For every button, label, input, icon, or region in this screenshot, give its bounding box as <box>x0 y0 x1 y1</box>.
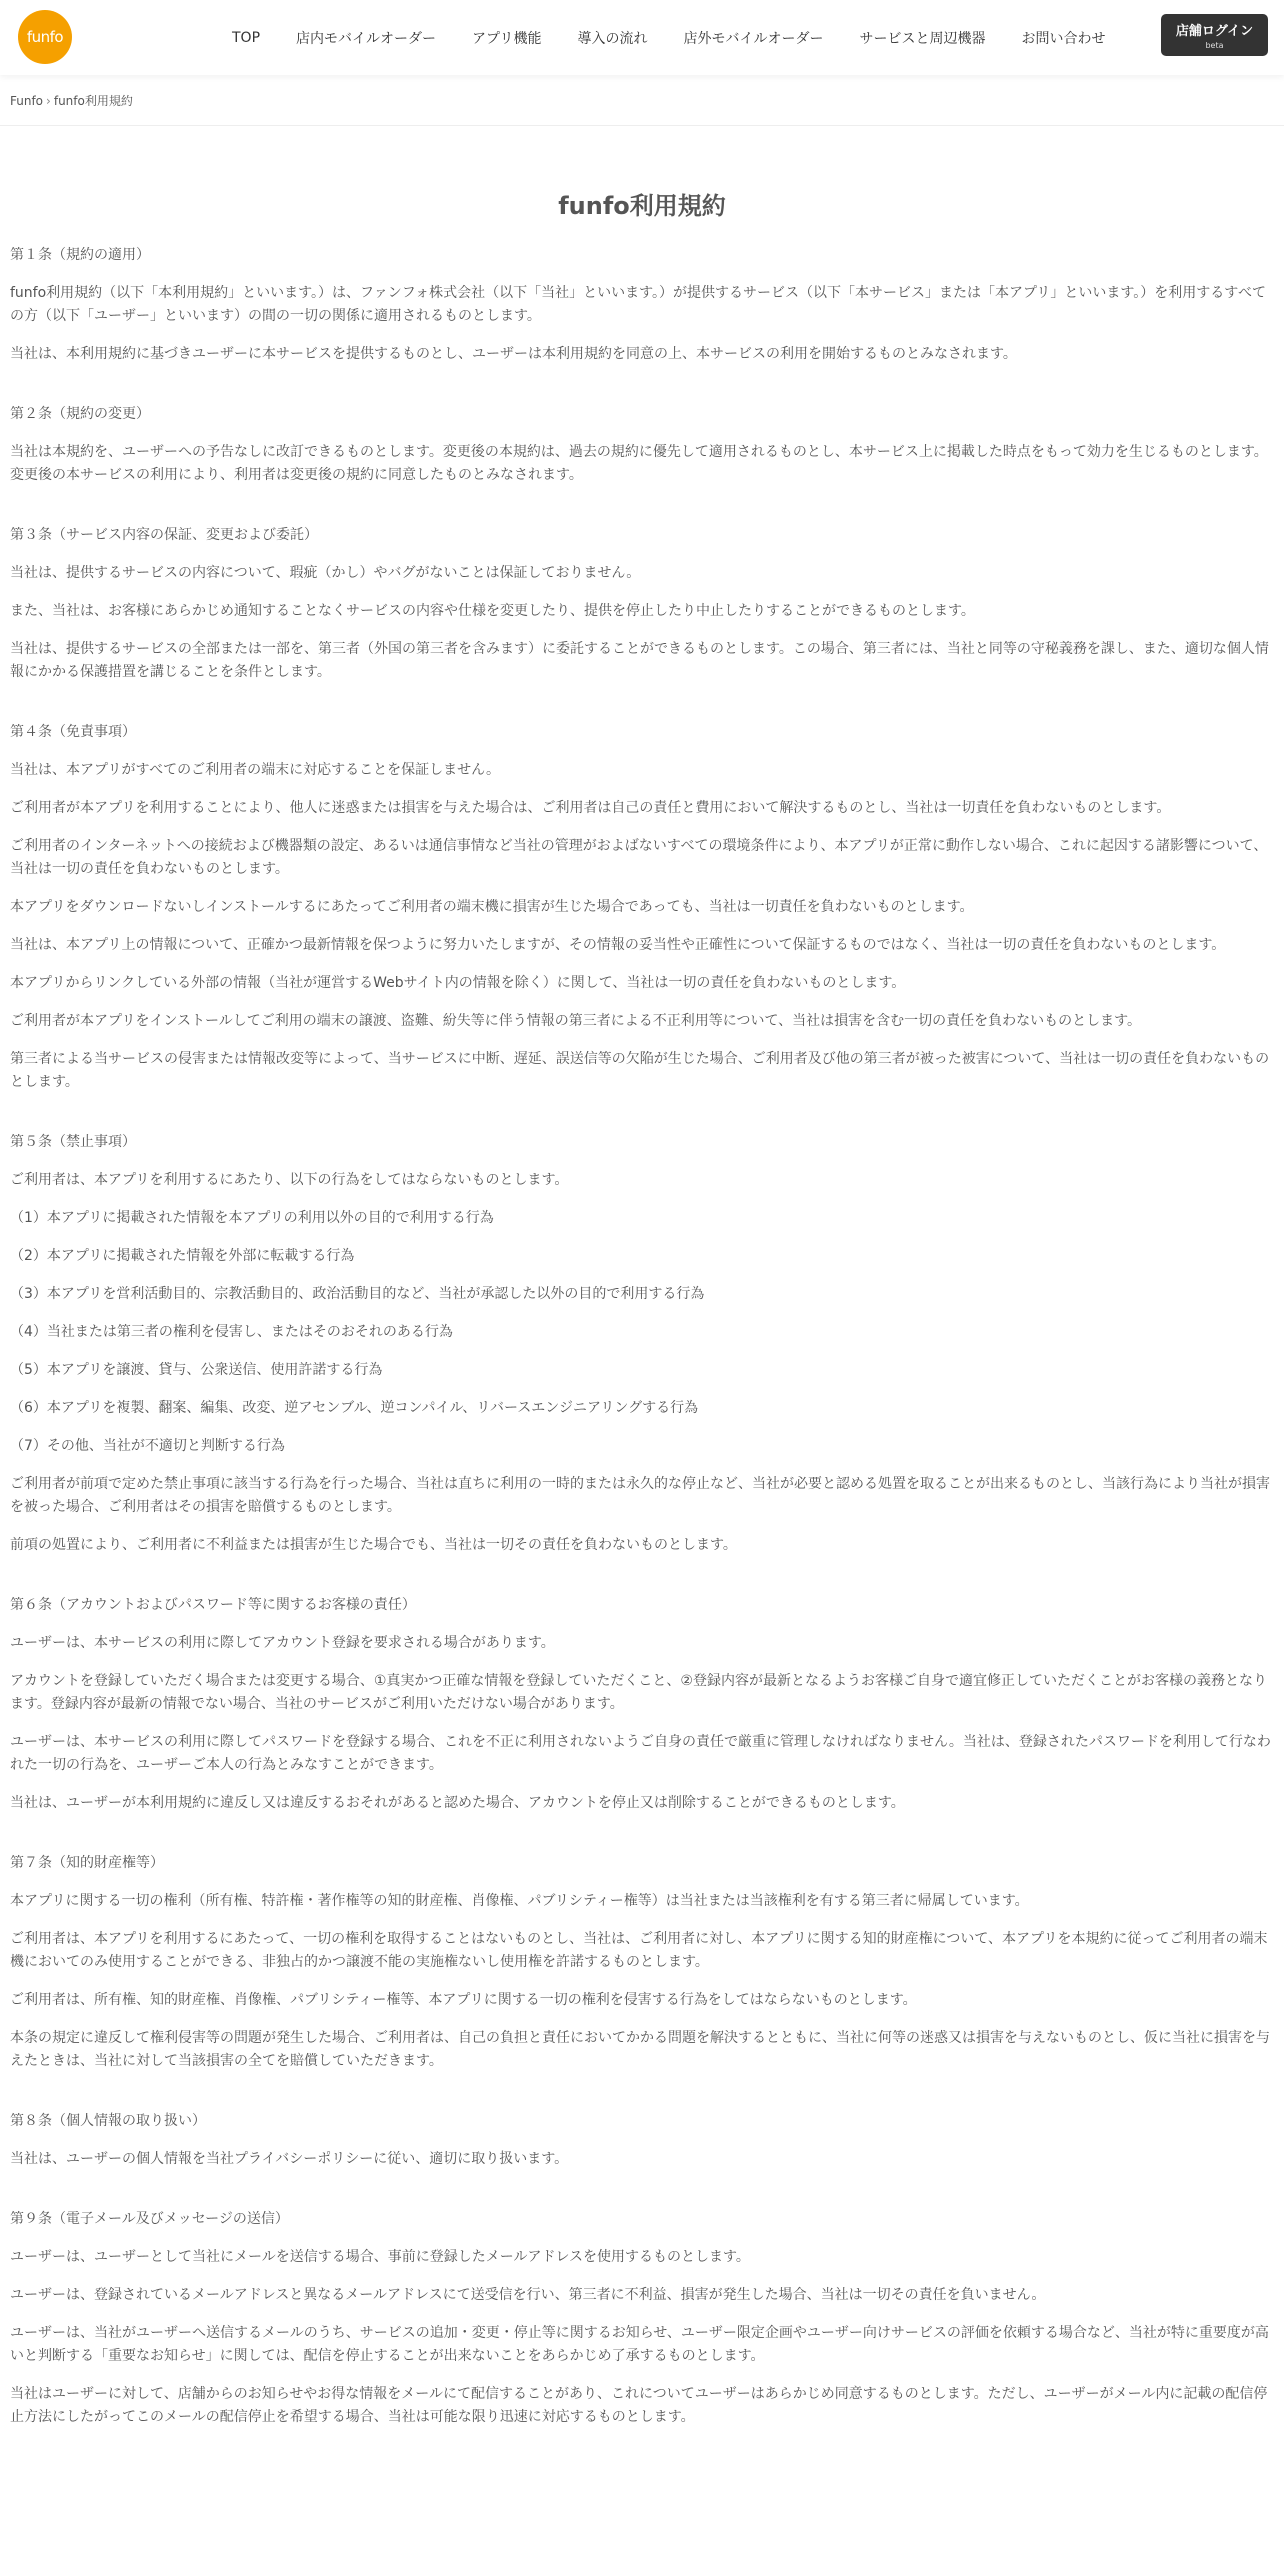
section-paragraph: 当社は、本利用規約に基づきユーザーに本サービスを提供するものとし、ユーザーは本利用規約を同意の上、本サービスの利用を開始するものとみなされます。 <box>10 346 1017 362</box>
section-title: 第４条（免責事項） <box>10 724 136 740</box>
store-login-button[interactable] <box>1161 14 1268 56</box>
section-paragraph: ご利用者は、所有権、知的財産権、肖像権、パブリシティー権等、本アプリに関する一切の権利を侵害する行為をしてはならないものとします。 <box>10 1992 917 2008</box>
nav-introduction-flow[interactable]: 導入の流れ <box>577 30 648 47</box>
section-paragraph: （6）本アプリを複製、翻案、編集、改変、逆アセンブル、逆コンパイル、リバースエンジニアリングする行為 <box>10 1400 699 1416</box>
section-paragraph: （7）その他、当社が不適切と判断する行為 <box>10 1438 285 1454</box>
section-paragraph: （5）本アプリを譲渡、貸与、公衆送信、使用許諾する行為 <box>10 1362 383 1378</box>
breadcrumb-home-link[interactable]: Funfo <box>10 94 44 108</box>
section-title: 第７条（知的財産権等） <box>10 1855 164 1871</box>
section-paragraph: 当社は、ユーザーが本利用規約に違反し又は違反するおそれがあると認めた場合、アカウントを停止又は削除することができるものとします。 <box>10 1795 905 1811</box>
terms-section-5 <box>10 1131 1272 1557</box>
section-paragraph: ご利用者が本アプリを利用することにより、他人に迷惑または損害を与えた場合は、ご利用者は自己の責任と費用において解決するものとし、当社は一切責任を負わないものとします。 <box>10 800 1171 816</box>
section-paragraph: 前項の処置により、ご利用者に不利益または損害が生じた場合でも、当社は一切その責任を負わないものとします。 <box>10 1537 737 1553</box>
section-title: 第６条（アカウントおよびパスワード等に関するお客様の責任） <box>10 1597 416 1613</box>
section-title: 第３条（サービス内容の保証、変更および委託） <box>10 527 318 543</box>
section-paragraph: 本条の規定に違反して権利侵害等の問題が発生した場合、ご利用者は、自己の負担と責任においてかかる問題を解決するとともに、当社に何等の迷惑又は損害を与えないものとし、仮に当社に損害を与えたときは、当社に対して当該損害の全てを賠償していただきます。 <box>10 2030 1270 2069</box>
terms-section-4 <box>10 721 1272 1094</box>
section-paragraph: ユーザーは、登録されているメールアドレスと異なるメールアドレスにて送受信を行い、第三者に不利益、損害が発生した場合、当社は一切その責任を負いません。 <box>10 2287 1046 2303</box>
terms-section-8 <box>10 2110 1272 2171</box>
section-paragraph: ユーザーは、ユーザーとして当社にメールを送信する場合、事前に登録したメールアドレスを使用するものとします。 <box>10 2249 750 2265</box>
section-paragraph: 当社は、提供するサービスの内容について、瑕疵（かし）やバグがないことは保証しておりません。 <box>10 565 641 581</box>
section-paragraph: 第三者による当サービスの侵害または情報改変等によって、当サービスに中断、遅延、誤送信等の欠陥が生じた場合、ご利用者及び他の第三者が被った被害について、当社は一切の責任を負わないものとします。 <box>10 1051 1270 1090</box>
nav-app-features[interactable]: アプリ機能 <box>472 30 542 47</box>
nav-contact[interactable]: お問い合わせ <box>1021 30 1106 47</box>
store-login-label: 店舗ログイン <box>1175 24 1254 39</box>
beta-badge: beta <box>1205 41 1224 50</box>
section-paragraph: ご利用者のインターネットへの接続および機器類の設定、あるいは通信事情など当社の管理がおよばないすべての環境条件により、本アプリが正常に動作しない場合、これに起因する諸影響について、当社は一切の責任を負わないものとします。 <box>10 838 1268 877</box>
terms-section-3 <box>10 524 1272 684</box>
page-title: funfo利用規約 <box>558 192 726 221</box>
section-paragraph: （1）本アプリに掲載された情報を本アプリの利用以外の目的で利用する行為 <box>10 1210 494 1226</box>
section-paragraph: （2）本アプリに掲載された情報を外部に転載する行為 <box>10 1248 355 1264</box>
section-paragraph: 本アプリをダウンロードないしインストールするにあたってご利用者の端末機に損害が生じた場合であっても、当社は一切責任を負わないものとします。 <box>10 899 974 915</box>
section-title: 第５条（禁止事項） <box>10 1134 136 1150</box>
terms-section-1 <box>10 244 1272 366</box>
section-title: 第９条（電子メール及びメッセージの送信） <box>10 2211 289 2227</box>
main-nav <box>232 0 1141 75</box>
section-paragraph: （4）当社または第三者の権利を侵害し、またはそのおそれのある行為 <box>10 1324 453 1340</box>
section-paragraph: ユーザーは、本サービスの利用に際してアカウント登録を要求される場合があります。 <box>10 1635 555 1651</box>
section-paragraph: ご利用者が本アプリをインストールしてご利用の端末の譲渡、盗難、紛失等に伴う情報の第三者による不正利用等について、当社は損害を含む一切の責任を負わないものとします。 <box>10 1013 1142 1029</box>
section-paragraph: ご利用者は、本アプリを利用するにあたって、一切の権利を取得することはないものとし、当社は、ご利用者に対し、本アプリに関する知的財産権について、本アプリを本規約に従ってご利用者の端末機においてのみ使用することができる、非独占的かつ譲渡不能の実施権ないし使用権を許諾するものとします。 <box>10 1931 1268 1970</box>
section-paragraph: 当社は、本アプリ上の情報について、正確かつ最新情報を保つように努力いたしますが、その情報の妥当性や正確性について保証するものではなく、当社は一切の責任を負わないものとします。 <box>10 937 1226 953</box>
section-title: 第２条（規約の変更） <box>10 406 150 422</box>
terms-section-6 <box>10 1594 1272 1815</box>
terms-section-2 <box>10 403 1272 487</box>
site-header <box>0 0 1284 75</box>
breadcrumb-separator: › <box>46 94 51 108</box>
section-paragraph: funfo利用規約（以下「本利用規約」といいます。）は、ファンフォ株式会社（以下「当社」といいます。）が提供するサービス（以下「本サービス」または「本アプリ」といいます。）を利用するすべての方（以下「ユーザー」といいます）の間の一切の関係に適用されるものとします。 <box>10 285 1266 324</box>
header-divider <box>0 125 1284 126</box>
section-paragraph: 当社は、ユーザーの個人情報を当社プライバシーポリシーに従い、適切に取り扱います。 <box>10 2151 569 2167</box>
nav-out-store-mobile-order[interactable]: 店外モバイルオーダー <box>683 30 824 47</box>
section-paragraph: （3）本アプリを営利活動目的、宗教活動目的、政治活動目的など、当社が承認した以外の目的で利用する行為 <box>10 1286 705 1302</box>
nav-in-store-mobile-order[interactable]: 店内モバイルオーダー <box>296 30 437 47</box>
funfo-logo[interactable]: funfo <box>18 10 72 64</box>
section-paragraph: また、当社は、お客様にあらかじめ通知することなくサービスの内容や仕様を変更したり、提供を停止したり中止したりすることができるものとします。 <box>10 603 975 619</box>
section-paragraph: 当社はユーザーに対して、店舗からのお知らせやお得な情報をメールにて配信することがあり、これについてユーザーはあらかじめ同意するものとします。ただし、ユーザーがメール内に記載の配信停止方法にしたがってこのメールの配信停止を希望する場合、当社は可能な限り迅速に対応するものとします。 <box>10 2386 1268 2425</box>
section-paragraph: ユーザーは、本サービスの利用に際してパスワードを登録する場合、これを不正に利用されないようご自身の責任で厳重に管理しなければなりません。当社は、登録されたパスワードを利用して行なわれた一切の行為を、ユーザーご本人の行為とみなすことができます。 <box>10 1734 1271 1773</box>
nav-services-devices[interactable]: サービスと周辺機器 <box>859 30 986 47</box>
terms-content <box>10 244 1272 2466</box>
section-paragraph: 本アプリに関する一切の権利（所有権、特許権・著作権等の知的財産権、肖像権、パブリシティー権等）は当社または当該権利を有する第三者に帰属しています。 <box>10 1893 1029 1909</box>
terms-section-9 <box>10 2208 1272 2429</box>
section-paragraph: 当社は、本アプリがすべてのご利用者の端末に対応することを保証しません。 <box>10 762 500 778</box>
section-title: 第８条（個人情報の取り扱い） <box>10 2113 206 2129</box>
section-paragraph: ご利用者が前項で定めた禁止事項に該当する行為を行った場合、当社は直ちに利用の一時的または永久的な停止など、当社が必要と認める処置を取ることが出来るものとし、当該行為により当社が損害を被った場合、ご利用者はその損害を賠償するものとします。 <box>10 1476 1270 1515</box>
section-paragraph: ユーザーは、当社がユーザーへ送信するメールのうち、サービスの追加・変更・停止等に関するお知らせ、ユーザー限定企画やユーザー向けサービスの評価を依頼する場合など、当社が特に重要度が高いと判断する「重要なお知らせ」に関しては、配信を停止することが出来ないことをあらかじめ了承するものとします。 <box>10 2325 1269 2364</box>
section-paragraph: 当社は本規約を、ユーザーへの予告なしに改訂できるものとします。変更後の本規約は、過去の規約に優先して適用されるものとし、本サービス上に掲載した時点をもって効力を生じるものとします。変更後の本サービスの利用により、利用者は変更後の規約に同意したものとみなされます。 <box>10 444 1268 483</box>
section-paragraph: アカウントを登録していただく場合または変更する場合、①真実かつ正確な情報を登録していただくこと、②登録内容が最新となるようお客様ご自身で適宜修正していただくことがお客様の義務となります。登録内容が最新の情報でない場合、当社のサービスがご利用いただけない場合があります。 <box>10 1673 1267 1712</box>
nav-top[interactable]: TOP <box>232 29 261 46</box>
section-paragraph: 本アプリからリンクしている外部の情報（当社が運営するWebサイト内の情報を除く）に関して、当社は一切の責任を負わないものとします。 <box>10 975 906 991</box>
terms-section-7 <box>10 1852 1272 2073</box>
section-paragraph: 当社は、提供するサービスの全部または一部を、第三者（外国の第三者を含みます）に委託することができるものとします。この場合、第三者には、当社と同等の守秘義務を課し、また、適切な個人情報にかかる保護措置を講じることを条件とします。 <box>10 641 1269 680</box>
breadcrumb <box>10 92 133 109</box>
breadcrumb-current: funfo利用規約 <box>53 94 133 108</box>
section-paragraph: ご利用者は、本アプリを利用するにあたり、以下の行為をしてはならないものとします。 <box>10 1172 569 1188</box>
section-title: 第１条（規約の適用） <box>10 247 150 263</box>
